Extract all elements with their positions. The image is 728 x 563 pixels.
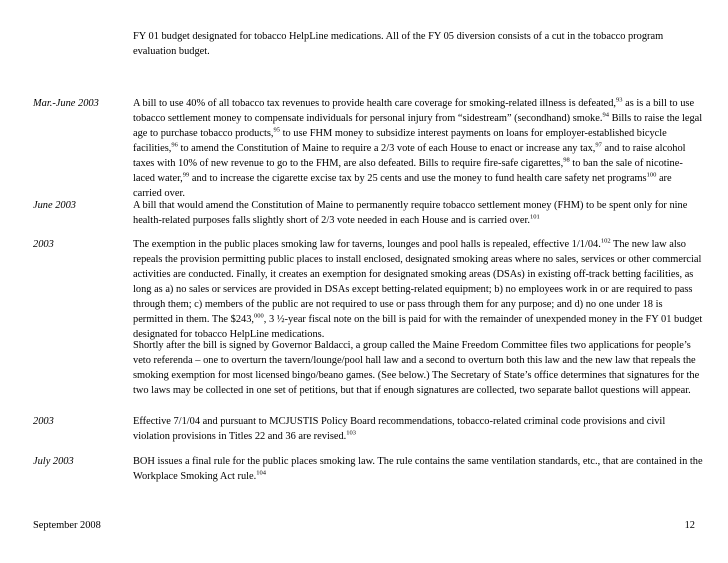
footnote-ref: 101 — [530, 213, 540, 221]
entry-date: June 2003 — [33, 200, 76, 211]
entry-text — [133, 29, 703, 59]
entry-text — [133, 338, 703, 398]
footnote-ref: 99 — [182, 171, 190, 179]
paragraph: FY 01 budget designated for tobacco HelpLine medications. All of the FY 05 diversion consists of a cut in the tobacco program evaluation budget. — [133, 31, 664, 57]
footnote-ref: 103 — [346, 429, 357, 437]
footnote-ref: 000 — [254, 312, 264, 320]
footnote-ref: 95 — [273, 126, 281, 134]
footnote-ref: 104 — [256, 469, 266, 477]
footnote-ref: 102 — [600, 237, 611, 245]
entry-text — [133, 414, 703, 444]
footnote-ref: 96 — [171, 141, 178, 149]
entry-text — [133, 454, 703, 484]
entry-date: 2003 — [33, 416, 54, 427]
footnote-ref: 97 — [595, 141, 602, 149]
entry-date: July 2003 — [33, 456, 74, 467]
paragraph: A bill that would amend the Constitution of Maine to permanently require tobacco settlement money (FHM) to be spent only for nine health-related purposes falls slightly short of 2/3 vote needed in each House and is carried over.$^{101}$ — [133, 200, 688, 226]
footer-date: September 2008 — [33, 520, 101, 531]
entry-text — [133, 96, 703, 201]
entry-date: 2003 — [33, 239, 54, 250]
entry-text — [133, 237, 703, 342]
footnote-ref: 93 — [616, 96, 623, 104]
footnote-ref: 98 — [563, 156, 570, 164]
footnote-ref: 94 — [602, 111, 609, 119]
paragraph: Effective 7/1/04 and pursuant to MCJUSTIS Policy Board recommendations, tobacco-related criminal code provisions and civil violation provisions in Titles 22 and 36 are revised.$^{103}$ — [133, 416, 666, 442]
entry-date: Mar.-June 2003 — [33, 98, 99, 109]
paragraph: A bill to use 40% of all tobacco tax revenues to provide health care coverage for smoking-related illness is defeated,$^{93}$ as is a bill to use tobacco settlement money to compensate individuals for personal injury from “sidestream” (secondhand) smoke.$^{94}$ Bills to raise the legal age to purchase tobacco products,$^{95}$ to use FHM money to subsidize interest payments on loans for employer-established bicycle facilities,$^{96}$ to amend the Constitution of Maine to require a 2/3 vote of each House to enact or increase any tax,$^{97}$ and to raise alcohol taxes with 10% of new revenue to go to the FHM, are also defeated. Bills to require fire-safe cigarettes,$^{98}$ to ban the sale of nicotine-laced water,$^{99}$ and to increase the cigarette excise tax by 25 cents and use the money to fund health care safety net programs$^{100}$ are carried over. — [133, 96, 703, 199]
paragraph: BOH issues a final rule for the public places smoking law. The rule contains the same ventilation standards, etc., that are contained in the Workplace Smoking Act rule.$^{104}$ — [133, 456, 703, 482]
footnote-ref: 100 — [646, 171, 657, 179]
page-number: 12 — [684, 520, 695, 531]
entry-text — [133, 198, 703, 228]
paragraph: Shortly after the bill is signed by Governor Baldacci, a group called the Maine Freedom Committee files two applications for people’s veto referenda – one to overturn the tavern/lounge/pool hall law and a second to overturn both this law and the new law that repeals the smoking exemption for most licensed bingo/beano games. (See below.) The Secretary of State’s office determines that signatures for the two laws may be collected in one set of petitions, but that if enough signatures are collected, two separate ballot questions will appear. — [133, 340, 700, 396]
paragraph: The exemption in the public places smoking law for taverns, lounges and pool halls is repealed, effective 1/1/04.$^{102}$ The new law also repeals the provision permitting public places to install enclosed, designated smoking areas where no sales, services or other commercial activities are conducted. Finally, it creates an exemption for designated smoking areas (DSAs) in existing off-track betting facilities, as long as a) no sales or services are provided in DSAs except betting-related equipment; b) no employees work in or are required to pass through them; c) members of the public are not required to use or pass through them for any purpose; and d) no one under 18 is permitted in them. The $243,$^{000}$, 3 ½-year fiscal note on the bill is paid for with the remainder of unexpended money in the FY 01 budget designated for tobacco HelpLine medications. — [133, 237, 703, 340]
